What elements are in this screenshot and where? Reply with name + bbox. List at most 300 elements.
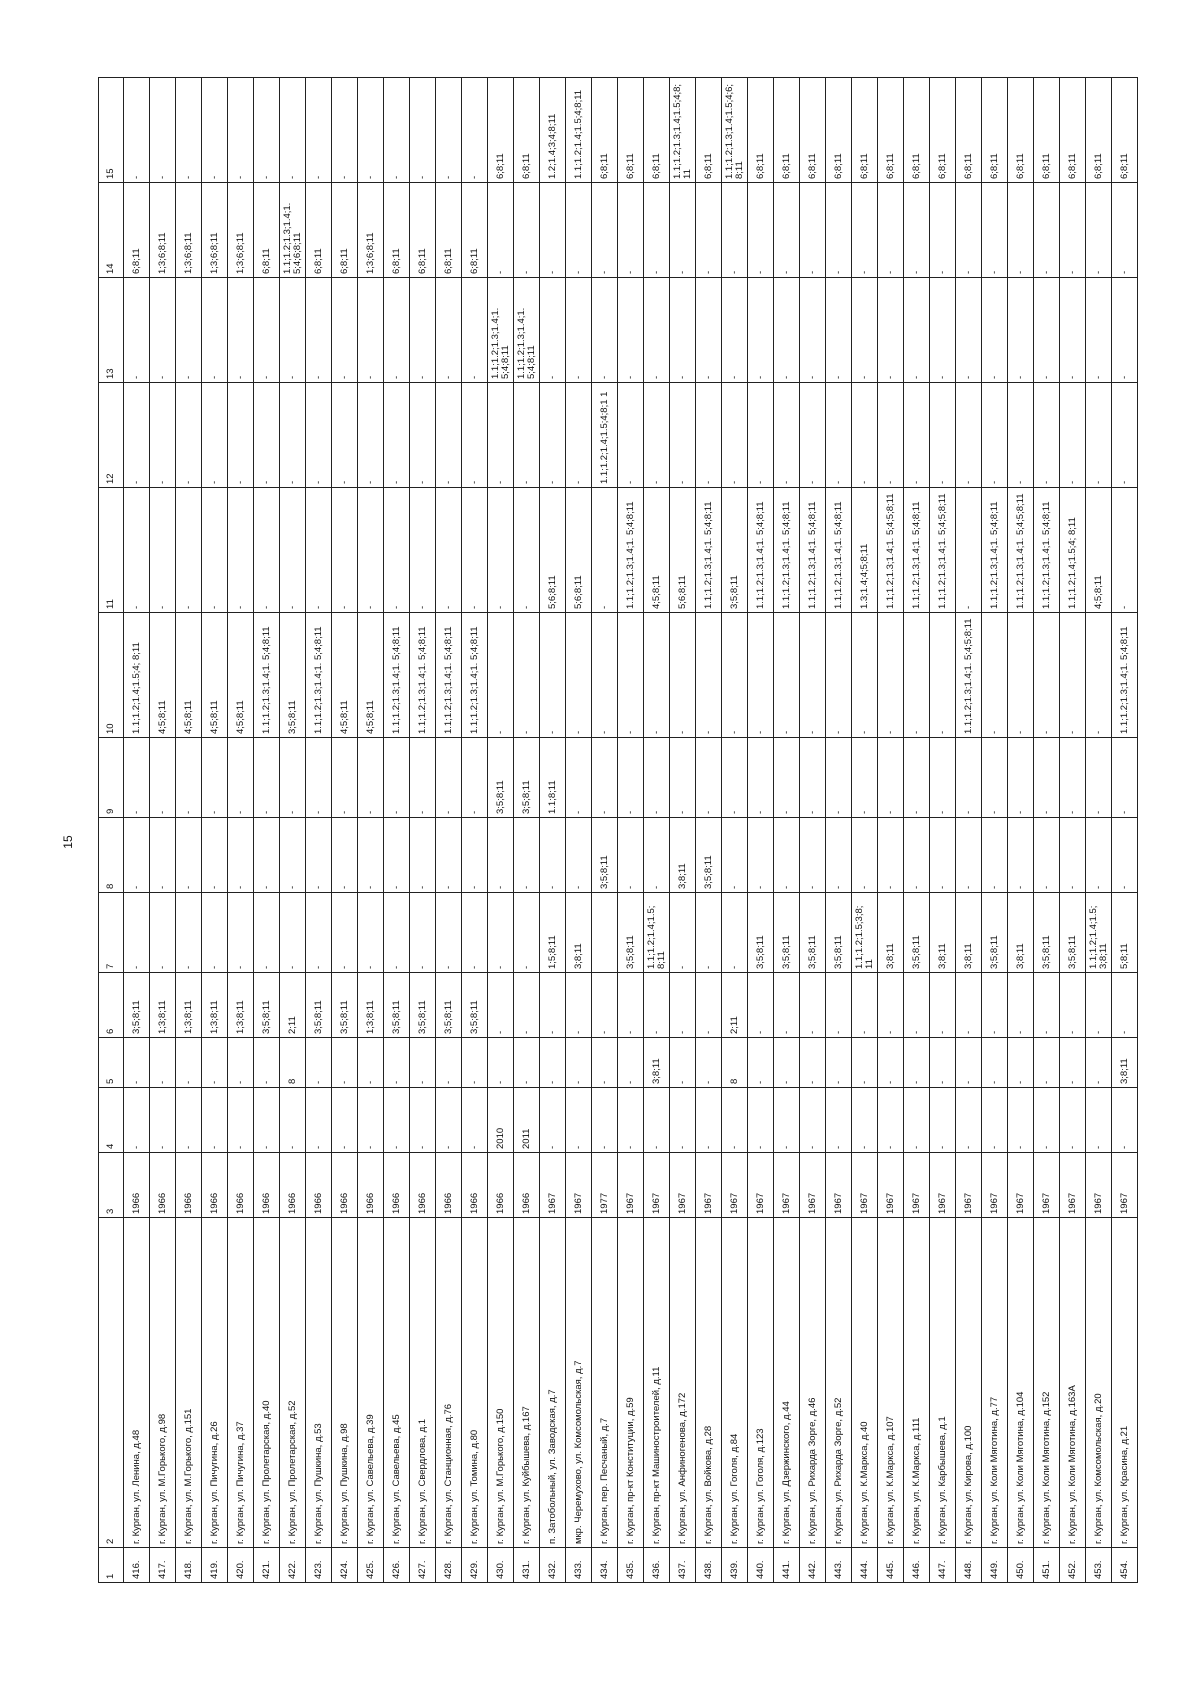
table-cell-col-10: - bbox=[644, 613, 670, 738]
table-cell-col-6: - bbox=[514, 973, 540, 1038]
column-header-10: 10 bbox=[99, 613, 124, 738]
table-cell-col-12: - bbox=[878, 383, 904, 488]
table-cell-col-7: 3;8;11 bbox=[956, 893, 982, 973]
table-cell-col-7: 1.1;1.2;1.4;1.5; 3;8;11 bbox=[1086, 893, 1112, 973]
table-cell-col-1: 454. bbox=[1112, 1548, 1138, 1583]
table-cell-col-14: - bbox=[592, 183, 618, 278]
table-cell-col-5: - bbox=[514, 1038, 540, 1088]
table-cell-col-4: - bbox=[748, 1088, 774, 1153]
table-cell-col-3: 1967 bbox=[1112, 1153, 1138, 1218]
table-cell-col-1: 450. bbox=[1008, 1548, 1034, 1583]
table-cell-col-6: - bbox=[826, 973, 852, 1038]
table-cell-col-14: 6;8;11 bbox=[254, 183, 280, 278]
table-cell-col-6: 1;3;8;11 bbox=[150, 973, 176, 1038]
table-cell-col-4: - bbox=[852, 1088, 878, 1153]
table-row bbox=[644, 78, 670, 1583]
table-cell-col-8: - bbox=[826, 818, 852, 893]
table-cell-col-11: 4;5;8;11 bbox=[1086, 488, 1112, 613]
table-cell-col-1: 443. bbox=[826, 1548, 852, 1583]
table-cell-col-9: - bbox=[358, 738, 384, 818]
table-cell-col-14: 1;3;6;8;11 bbox=[228, 183, 254, 278]
column-header-6: 6 bbox=[99, 973, 124, 1038]
table-cell-col-13: - bbox=[306, 278, 332, 383]
table-cell-col-15: - bbox=[462, 78, 488, 183]
table-cell-col-4: - bbox=[670, 1088, 696, 1153]
table-cell-col-13: - bbox=[150, 278, 176, 383]
table-cell-col-6: 3;5;8;11 bbox=[254, 973, 280, 1038]
table-cell-col-10: 1.1;1.2;1.3;1.4;1. 5;4;8;11 bbox=[410, 613, 436, 738]
table-cell-col-12: - bbox=[930, 383, 956, 488]
table-row bbox=[878, 78, 904, 1583]
table-row bbox=[1060, 78, 1086, 1583]
table-cell-col-2: г. Курган, ул. М.Горького, д.151 bbox=[176, 1218, 202, 1548]
table-cell-col-6: 1;3;8;11 bbox=[358, 973, 384, 1038]
table-row bbox=[540, 78, 566, 1583]
table-cell-col-5: - bbox=[1034, 1038, 1060, 1088]
table-cell-col-1: 421. bbox=[254, 1548, 280, 1583]
table-cell-col-7: - bbox=[306, 893, 332, 973]
table-cell-col-14: 6;8;11 bbox=[462, 183, 488, 278]
table-cell-col-7 bbox=[592, 893, 618, 973]
table-cell-col-7: - bbox=[124, 893, 150, 973]
table-cell-col-3: 1967 bbox=[904, 1153, 930, 1218]
table-cell-col-13: - bbox=[852, 278, 878, 383]
table-cell-col-11: 1.1;1.2;1.3;1.4;1. 5;4;5;8;11 bbox=[930, 488, 956, 613]
table-cell-col-14: - bbox=[826, 183, 852, 278]
table-cell-col-9: - bbox=[852, 738, 878, 818]
table-cell-col-5: - bbox=[852, 1038, 878, 1088]
table-cell-col-10: - bbox=[878, 613, 904, 738]
table-row bbox=[228, 78, 254, 1583]
table-cell-col-11: 5;6;8;11 bbox=[670, 488, 696, 613]
table-cell-col-9: - bbox=[332, 738, 358, 818]
table-cell-col-13: - bbox=[878, 278, 904, 383]
table-cell-col-14: - bbox=[696, 183, 722, 278]
table-cell-col-3: 1977 bbox=[592, 1153, 618, 1218]
table-cell-col-12: - bbox=[358, 383, 384, 488]
table-cell-col-6: - bbox=[618, 973, 644, 1038]
table-cell-col-4: - bbox=[150, 1088, 176, 1153]
table-cell-col-13: 1.1;1.2;1.3;1.4;1. 5;4;8;11 bbox=[514, 278, 540, 383]
table-cell-col-5: - bbox=[1086, 1038, 1112, 1088]
table-cell-col-7: 5;8;11 bbox=[1112, 893, 1138, 973]
table-cell-col-10: 4;5;8;11 bbox=[202, 613, 228, 738]
table-row bbox=[254, 78, 280, 1583]
table-cell-col-13: - bbox=[540, 278, 566, 383]
table-cell-col-4: - bbox=[358, 1088, 384, 1153]
table-cell-col-8: - bbox=[332, 818, 358, 893]
table-cell-col-11: - bbox=[280, 488, 306, 613]
table-cell-col-12: - bbox=[332, 383, 358, 488]
table-cell-col-8: - bbox=[384, 818, 410, 893]
table-row bbox=[358, 78, 384, 1583]
table-cell-col-4: - bbox=[332, 1088, 358, 1153]
table-cell-col-12: - bbox=[1112, 383, 1138, 488]
table-cell-col-4: - bbox=[202, 1088, 228, 1153]
table-cell-col-15: 6;8;11 bbox=[982, 78, 1008, 183]
table-cell-col-2: г. Курган, ул. К.Маркса, д.40 bbox=[852, 1218, 878, 1548]
table-cell-col-10: 4;5;8;11 bbox=[332, 613, 358, 738]
table-cell-col-10: - bbox=[1008, 613, 1034, 738]
table-cell-col-8: - bbox=[930, 818, 956, 893]
table-cell-col-10: - bbox=[722, 613, 748, 738]
table-cell-col-13: - bbox=[670, 278, 696, 383]
table-cell-col-1: 440. bbox=[748, 1548, 774, 1583]
table-cell-col-2: г. Курган, ул. Коли Мяготина, д.152 bbox=[1034, 1218, 1060, 1548]
table-cell-col-7: 3;5;8;11 bbox=[904, 893, 930, 973]
column-header-13: 13 bbox=[99, 278, 124, 383]
table-cell-col-2: г. Курган, ул. Рихарда Зорге, д.46 bbox=[800, 1218, 826, 1548]
table-cell-col-14: 1;3;6;8;11 bbox=[176, 183, 202, 278]
table-cell-col-1: 447. bbox=[930, 1548, 956, 1583]
table-cell-col-1: 436. bbox=[644, 1548, 670, 1583]
table-cell-col-10: 4;5;8;11 bbox=[358, 613, 384, 738]
table-cell-col-9: - bbox=[228, 738, 254, 818]
table-cell-col-8: - bbox=[150, 818, 176, 893]
table-cell-col-6: - bbox=[774, 973, 800, 1038]
table-cell-col-9: - bbox=[826, 738, 852, 818]
table-cell-col-4: - bbox=[826, 1088, 852, 1153]
table-cell-col-10: - bbox=[852, 613, 878, 738]
table-cell-col-3: 1966 bbox=[306, 1153, 332, 1218]
table-cell-col-7: 3;5;8;11 bbox=[774, 893, 800, 973]
table-cell-col-11: - bbox=[1112, 488, 1138, 613]
table-cell-col-9: - bbox=[254, 738, 280, 818]
table-cell-col-4: - bbox=[384, 1088, 410, 1153]
table-cell-col-1: 445. bbox=[878, 1548, 904, 1583]
table-cell-col-3: 1967 bbox=[618, 1153, 644, 1218]
table-cell-col-13: - bbox=[748, 278, 774, 383]
table-cell-col-14: - bbox=[1086, 183, 1112, 278]
table-cell-col-4: - bbox=[1008, 1088, 1034, 1153]
table-cell-col-11: 1.1;1.2;1.3;1.4;1. 5;4;5;8;11 bbox=[1008, 488, 1034, 613]
table-cell-col-10: - bbox=[540, 613, 566, 738]
table-cell-col-7: - bbox=[670, 893, 696, 973]
table-cell-col-11: 1.1;1.2;1.3;1.4;1. 5;4;8;11 bbox=[800, 488, 826, 613]
table-cell-col-12: - bbox=[150, 383, 176, 488]
table-cell-col-3: 1967 bbox=[696, 1153, 722, 1218]
table-cell-col-9: - bbox=[176, 738, 202, 818]
table-cell-col-12: - bbox=[1008, 383, 1034, 488]
table-cell-col-14: 6;8;11 bbox=[410, 183, 436, 278]
table-cell-col-2: г. Курган, ул. Коли Мяготина, д.77 bbox=[982, 1218, 1008, 1548]
table-cell-col-4: - bbox=[1060, 1088, 1086, 1153]
table-cell-col-14: 1;3;6;8;11 bbox=[150, 183, 176, 278]
table-cell-col-15: 1.1;1.2;1.3;1.4;1.5;4;6; 8;11 bbox=[722, 78, 748, 183]
table-cell-col-10: - bbox=[800, 613, 826, 738]
table-cell-col-13: - bbox=[254, 278, 280, 383]
table-cell-col-4: - bbox=[1034, 1088, 1060, 1153]
table-cell-col-10: 1.1;1.2;1.3;1.4;1. 5;4;8;11 bbox=[462, 613, 488, 738]
table-cell-col-15: - bbox=[306, 78, 332, 183]
table-cell-col-2: г. Курган, ул. Томина, д.80 bbox=[462, 1218, 488, 1548]
table-cell-col-4: - bbox=[306, 1088, 332, 1153]
table-row bbox=[618, 78, 644, 1583]
table-cell-col-14: - bbox=[852, 183, 878, 278]
table-cell-col-15: 6;8;11 bbox=[956, 78, 982, 183]
table-cell-col-13: - bbox=[280, 278, 306, 383]
table-cell-col-1: 452. bbox=[1060, 1548, 1086, 1583]
table-cell-col-6: 1;3;8;11 bbox=[228, 973, 254, 1038]
table-cell-col-6: 3;5;8;11 bbox=[436, 973, 462, 1038]
table-cell-col-5: - bbox=[878, 1038, 904, 1088]
table-cell-col-3: 1967 bbox=[748, 1153, 774, 1218]
column-header-11: 11 bbox=[99, 488, 124, 613]
table-cell-col-9: - bbox=[670, 738, 696, 818]
table-cell-col-7: 3;5;8;11 bbox=[800, 893, 826, 973]
table-cell-col-12: - bbox=[696, 383, 722, 488]
table-cell-col-12: - bbox=[670, 383, 696, 488]
table-row bbox=[982, 78, 1008, 1583]
table-cell-col-14: 1.1;1.2;1.3;1.4;1. 5;4;6;8;11 bbox=[280, 183, 306, 278]
table-cell-col-5: - bbox=[254, 1038, 280, 1088]
table-cell-col-10: - bbox=[1060, 613, 1086, 738]
table-cell-col-4: - bbox=[696, 1088, 722, 1153]
table-cell-col-10: 1.1;1.2;1.4;1.5;4; 8;11 bbox=[124, 613, 150, 738]
table-cell-col-11: 1.1;1.2;1.3;1.4;1. 5;4;5;8;11 bbox=[878, 488, 904, 613]
table-cell-col-9: - bbox=[800, 738, 826, 818]
table-cell-col-4: - bbox=[436, 1088, 462, 1153]
table-cell-col-12: - bbox=[306, 383, 332, 488]
table-cell-col-4: - bbox=[254, 1088, 280, 1153]
table-cell-col-8: - bbox=[852, 818, 878, 893]
table-cell-col-14: - bbox=[800, 183, 826, 278]
table-cell-col-8: - bbox=[488, 818, 514, 893]
table-cell-col-5: - bbox=[800, 1038, 826, 1088]
table-cell-col-13: - bbox=[696, 278, 722, 383]
table-cell-col-2: г. Курган, ул. Станционная, д.76 bbox=[436, 1218, 462, 1548]
table-cell-col-5: - bbox=[488, 1038, 514, 1088]
table-cell-col-15: - bbox=[176, 78, 202, 183]
table-cell-col-15: 6;8;11 bbox=[592, 78, 618, 183]
table-cell-col-8: - bbox=[410, 818, 436, 893]
table-cell-col-10: - bbox=[748, 613, 774, 738]
table-cell-col-9: - bbox=[566, 738, 592, 818]
table-cell-col-14: 6;8;11 bbox=[124, 183, 150, 278]
table-cell-col-7: - bbox=[410, 893, 436, 973]
table-cell-col-4: - bbox=[1086, 1088, 1112, 1153]
table-cell-col-8: - bbox=[176, 818, 202, 893]
table-cell-col-8: - bbox=[124, 818, 150, 893]
table-cell-col-11: 1.3;1.4;4;5;8;11 bbox=[852, 488, 878, 613]
table-cell-col-10: 1.1;1.2;1.3;1.4;1. 5;4;5;8;11 bbox=[956, 613, 982, 738]
table-cell-col-13: - bbox=[176, 278, 202, 383]
table-cell-col-15: 6;8;11 bbox=[618, 78, 644, 183]
table-cell-col-10: - bbox=[696, 613, 722, 738]
table-cell-col-10: 1.1;1.2;1.3;1.4;1. 5;4;8;11 bbox=[384, 613, 410, 738]
table-cell-col-9: - bbox=[956, 738, 982, 818]
table-cell-col-7: 1;5;8;11 bbox=[540, 893, 566, 973]
table-cell-col-11: 5;6;8;11 bbox=[566, 488, 592, 613]
table-cell-col-7: 3;5;8;11 bbox=[1034, 893, 1060, 973]
table-cell-col-11: - bbox=[410, 488, 436, 613]
table-cell-col-9: - bbox=[774, 738, 800, 818]
table-cell-col-15: 6;8;11 bbox=[904, 78, 930, 183]
table-row bbox=[852, 78, 878, 1583]
table-cell-col-11: 5;6;8;11 bbox=[540, 488, 566, 613]
table-cell-col-4: - bbox=[540, 1088, 566, 1153]
table-cell-col-14: - bbox=[956, 183, 982, 278]
table-cell-col-11: - bbox=[254, 488, 280, 613]
table-cell-col-2: г. Курган, ул. Рихарда Зорге, д.52 bbox=[826, 1218, 852, 1548]
table-cell-col-13: - bbox=[566, 278, 592, 383]
table-cell-col-12: - bbox=[1034, 383, 1060, 488]
table-cell-col-4: - bbox=[592, 1088, 618, 1153]
table-cell-col-2: г. Курган, пер. Песчаный, д.7 bbox=[592, 1218, 618, 1548]
table-cell-col-4: 2011 bbox=[514, 1088, 540, 1153]
table-cell-col-2: г. Курган, ул. Пролетарская, д.52 bbox=[280, 1218, 306, 1548]
table-cell-col-13: 1.1;1.2;1.3;1.4;1. 5;4;8;11 bbox=[488, 278, 514, 383]
table-cell-col-4: - bbox=[176, 1088, 202, 1153]
table-row bbox=[176, 78, 202, 1583]
table-cell-col-5: - bbox=[748, 1038, 774, 1088]
table-cell-col-13: - bbox=[982, 278, 1008, 383]
table-cell-col-3: 1967 bbox=[670, 1153, 696, 1218]
table-cell-col-11: - bbox=[124, 488, 150, 613]
table-cell-col-2: г. Курган, пр-кт Машиностроителей, д.11 bbox=[644, 1218, 670, 1548]
table-cell-col-11: - bbox=[358, 488, 384, 613]
table-cell-col-1: 422. bbox=[280, 1548, 306, 1583]
table-cell-col-14: 6;8;11 bbox=[436, 183, 462, 278]
table-cell-col-7: - bbox=[696, 893, 722, 973]
table-cell-col-5: - bbox=[904, 1038, 930, 1088]
table-cell-col-3: 1966 bbox=[228, 1153, 254, 1218]
table-cell-col-8: - bbox=[1034, 818, 1060, 893]
table-cell-col-15: 6;8;11 bbox=[1060, 78, 1086, 183]
table-cell-col-15: 1.1;1.2;1.4;1.5;4;8;11 bbox=[566, 78, 592, 183]
table-cell-col-2: г. Курган, ул. Дзержинского, д.44 bbox=[774, 1218, 800, 1548]
table-cell-col-14: 6;8;11 bbox=[384, 183, 410, 278]
table-cell-col-12: - bbox=[566, 383, 592, 488]
table-cell-col-5: - bbox=[826, 1038, 852, 1088]
table-row bbox=[696, 78, 722, 1583]
table-cell-col-2: г. Курган, ул. Пичугина, д.26 bbox=[202, 1218, 228, 1548]
table-cell-col-4: - bbox=[1112, 1088, 1138, 1153]
table-cell-col-2: г. Курган, ул. Кирова, д.100 bbox=[956, 1218, 982, 1548]
table-cell-col-12: - bbox=[982, 383, 1008, 488]
table-cell-col-2: г. Курган, ул. Ленина, д.48 bbox=[124, 1218, 150, 1548]
table-cell-col-9: - bbox=[748, 738, 774, 818]
table-cell-col-8: - bbox=[800, 818, 826, 893]
table-cell-col-6: - bbox=[696, 973, 722, 1038]
table-cell-col-2: г. Курган, ул. Анфиногенова, д.172 bbox=[670, 1218, 696, 1548]
table-cell-col-9: - bbox=[930, 738, 956, 818]
table-cell-col-14: - bbox=[644, 183, 670, 278]
table-cell-col-15: 6;8;11 bbox=[696, 78, 722, 183]
table-cell-col-6: - bbox=[670, 973, 696, 1038]
table-cell-col-12: - bbox=[384, 383, 410, 488]
table-cell-col-2: г. Курган, ул. Карбышева, д.1 bbox=[930, 1218, 956, 1548]
table-cell-col-7: - bbox=[384, 893, 410, 973]
table-cell-col-11: 1.1;1.2;1.3;1.4;1. 5;4;8;11 bbox=[618, 488, 644, 613]
table-cell-col-10: 1.1;1.2;1.3;1.4;1. 5;4;8;11 bbox=[436, 613, 462, 738]
table-cell-col-11: 1.1;1.2;1.3;1.4;1. 5;4;8;11 bbox=[774, 488, 800, 613]
table-cell-col-9: - bbox=[1060, 738, 1086, 818]
table-cell-col-1: 453. bbox=[1086, 1548, 1112, 1583]
table-cell-col-12: - bbox=[124, 383, 150, 488]
table-cell-col-8: - bbox=[618, 818, 644, 893]
table-cell-col-4: 2010 bbox=[488, 1088, 514, 1153]
table-row bbox=[462, 78, 488, 1583]
table-cell-col-2: г. Курган, ул. Коли Мяготина, д.104 bbox=[1008, 1218, 1034, 1548]
table-cell-col-13: - bbox=[332, 278, 358, 383]
table-cell-col-6: 3;5;8;11 bbox=[410, 973, 436, 1038]
table-row bbox=[956, 78, 982, 1583]
table-cell-col-8: - bbox=[202, 818, 228, 893]
table-cell-col-12: - bbox=[852, 383, 878, 488]
table-cell-col-2: п. Затобольный, ул. Заводская, д.7 bbox=[540, 1218, 566, 1548]
table-cell-col-4: - bbox=[410, 1088, 436, 1153]
table-cell-col-4: - bbox=[904, 1088, 930, 1153]
table-cell-col-15: 6;8;11 bbox=[488, 78, 514, 183]
table-cell-col-11: - bbox=[228, 488, 254, 613]
table-cell-col-7: 3;5;8;11 bbox=[826, 893, 852, 973]
table-cell-col-5: - bbox=[566, 1038, 592, 1088]
table-cell-col-10: - bbox=[618, 613, 644, 738]
table-cell-col-7: - bbox=[202, 893, 228, 973]
table-cell-col-11: 1.1;1.2;1.3;1.4;1. 5;4;8;11 bbox=[826, 488, 852, 613]
table-cell-col-12: - bbox=[956, 383, 982, 488]
table-cell-col-9: - bbox=[124, 738, 150, 818]
table-cell-col-6: - bbox=[540, 973, 566, 1038]
table-cell-col-12: - bbox=[904, 383, 930, 488]
table-cell-col-3: 1966 bbox=[202, 1153, 228, 1218]
table-cell-col-1: 442. bbox=[800, 1548, 826, 1583]
table-cell-col-13: - bbox=[410, 278, 436, 383]
table-cell-col-15: - bbox=[384, 78, 410, 183]
table-cell-col-6: - bbox=[904, 973, 930, 1038]
table-row bbox=[722, 78, 748, 1583]
table-row bbox=[384, 78, 410, 1583]
table-cell-col-10: - bbox=[774, 613, 800, 738]
table-row bbox=[150, 78, 176, 1583]
table-cell-col-15: - bbox=[124, 78, 150, 183]
table-cell-col-4: - bbox=[124, 1088, 150, 1153]
table-cell-col-7: 1.1;1.2;1.4;1.5; 8;11 bbox=[644, 893, 670, 973]
table-cell-col-5: - bbox=[956, 1038, 982, 1088]
table-cell-col-10: - bbox=[592, 613, 618, 738]
table-cell-col-2: г. Курган, ул. Красина, д.21 bbox=[1112, 1218, 1138, 1548]
table-cell-col-3: 1967 bbox=[852, 1153, 878, 1218]
table-cell-col-1: 429. bbox=[462, 1548, 488, 1583]
table-cell-col-11: - bbox=[202, 488, 228, 613]
table-cell-col-11: 1.1;1.2;1.3;1.4;1. 5;4;8;11 bbox=[696, 488, 722, 613]
table-cell-col-9: 3;5;8;11 bbox=[514, 738, 540, 818]
table-cell-col-2: г. Курган, ул. Пролетарская, д.40 bbox=[254, 1218, 280, 1548]
table-cell-col-15: 6;8;11 bbox=[800, 78, 826, 183]
table-cell-col-15: 6;8;11 bbox=[1086, 78, 1112, 183]
table-cell-col-2: г. Курган, ул. Гоголя, д.84 bbox=[722, 1218, 748, 1548]
table-cell-col-14: - bbox=[670, 183, 696, 278]
table-cell-col-1: 441. bbox=[774, 1548, 800, 1583]
table-row bbox=[410, 78, 436, 1583]
table-row bbox=[1008, 78, 1034, 1583]
table-cell-col-13: - bbox=[618, 278, 644, 383]
table-cell-col-5: - bbox=[1060, 1038, 1086, 1088]
table-cell-col-13: - bbox=[774, 278, 800, 383]
table-cell-col-5: 3;8;11 bbox=[644, 1038, 670, 1088]
table-cell-col-3: 1967 bbox=[722, 1153, 748, 1218]
table-cell-col-1: 432. bbox=[540, 1548, 566, 1583]
table-cell-col-5: - bbox=[592, 1038, 618, 1088]
table-cell-col-14: - bbox=[1034, 183, 1060, 278]
table-cell-col-10: - bbox=[566, 613, 592, 738]
table-cell-col-15: 1.2;1.4;3;4;8;11 bbox=[540, 78, 566, 183]
table-cell-col-2: г. Курган, ул. Пушкина, д.98 bbox=[332, 1218, 358, 1548]
table-cell-col-3: 1966 bbox=[462, 1153, 488, 1218]
table-cell-col-4: - bbox=[774, 1088, 800, 1153]
table-cell-col-7: - bbox=[280, 893, 306, 973]
